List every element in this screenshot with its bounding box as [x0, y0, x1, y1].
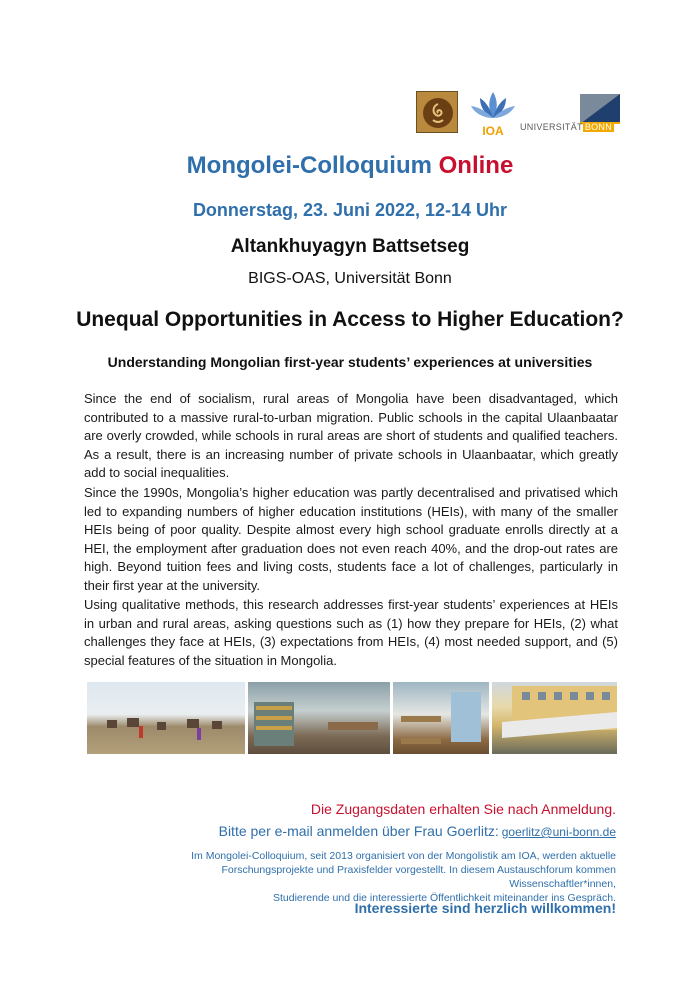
welcome-note: Interessierte sind herzlich willkommen! — [354, 900, 616, 916]
registration-text: Bitte per e-mail anmelden über Frau Goerlitz: — [218, 823, 499, 839]
speaker-affiliation: BIGS-OAS, Universität Bonn — [248, 270, 452, 287]
mongolistik-logo — [416, 91, 458, 133]
abstract-paragraph-1: Since the end of socialism, rural areas of Mongolia have been disadvantaged, which contributed to a massive rural-to-urban migration. Public schools in the capital Ulaanbaatar are overly crowded, while schools in rural areas are short of students and qualified teachers. As a result, there is an increasing number of private schools in Ulaanbaatar, which greatly add to social inequalities. — [84, 391, 618, 481]
event-title — [0, 152, 700, 180]
colloquium-info — [146, 849, 616, 905]
uni-bonn-logo — [520, 94, 620, 134]
speaker-name: Altankhuyagyn Battsetseg — [230, 236, 470, 257]
colloquium-info-line-2: Forschungsprojekte und Praxisfelder vorgestellt. In diesem Austauschforum kommen Wissenschaftler*innen, — [221, 864, 616, 890]
colloquium-info-line-1: Im Mongolei-Colloquium, seit 2013 organisiert von der Mongolistik am IOA, werden aktuelle — [191, 850, 616, 862]
registration-line — [219, 823, 616, 839]
uni-bonn-wordmark — [520, 122, 614, 132]
uni-bonn-emblem-icon — [580, 94, 620, 124]
registration-email-link[interactable]: goerlitz@uni-bonn.de — [501, 825, 616, 839]
abstract-paragraph-2: Since the 1990s, Mongolia’s higher education was partly decentralised and privatised which led to expanding numbers of higher education institutions (HEIs), with many of the smaller HEIs being of poor quality. Despite almost every high school graduate enrolls directly at a HEI, the employment after graduation does not even reach 40%, and the drop-out rates are high. Beyond tuition fees and living costs, students face a lot of challenges, particularly in their first year at the university. — [84, 485, 618, 593]
event-title-online: Online — [438, 152, 514, 179]
access-note: Die Zugangsdaten erhalten Sie nach Anmeldung. — [310, 801, 616, 817]
uni-bonn-highlight: BONN — [584, 122, 613, 132]
event-date: Donnerstag, 23. Juni 2022, 12-14 Uhr — [192, 200, 508, 220]
photo-dormitory — [393, 682, 489, 754]
lotus-icon — [468, 88, 518, 124]
mongolistik-emblem-icon — [423, 98, 453, 128]
photo-library — [248, 682, 390, 754]
photo-university-building — [492, 682, 617, 754]
event-title-main: Mongolei-Colloquium — [186, 152, 432, 179]
abstract-paragraph-3: Using qualitative methods, this research addresses first-year students’ experiences at HEIs in urban and rural areas, asking questions such as (1) how they prepare for HEIs, (2) what challenges they face at HEIs, (3) expectations from HEIs, (4) most needed support, and (5) special features of the situation in Mongolia. — [84, 597, 618, 668]
ioa-logo — [468, 88, 518, 138]
ioa-label: IOA — [482, 124, 504, 138]
colloquium-info-line-3: Studierende und die interessierte Öffentlichkeit miteinander ins Gespräch. — [273, 892, 616, 904]
talk-title: Unequal Opportunities in Access to Higher Education? — [76, 308, 624, 331]
uni-bonn-word: UNIVERSITÄT — [520, 122, 583, 132]
talk-subtitle: Understanding Mongolian first-year students’ experiences at universities — [107, 354, 593, 370]
photo-steppe-horses — [87, 682, 245, 754]
